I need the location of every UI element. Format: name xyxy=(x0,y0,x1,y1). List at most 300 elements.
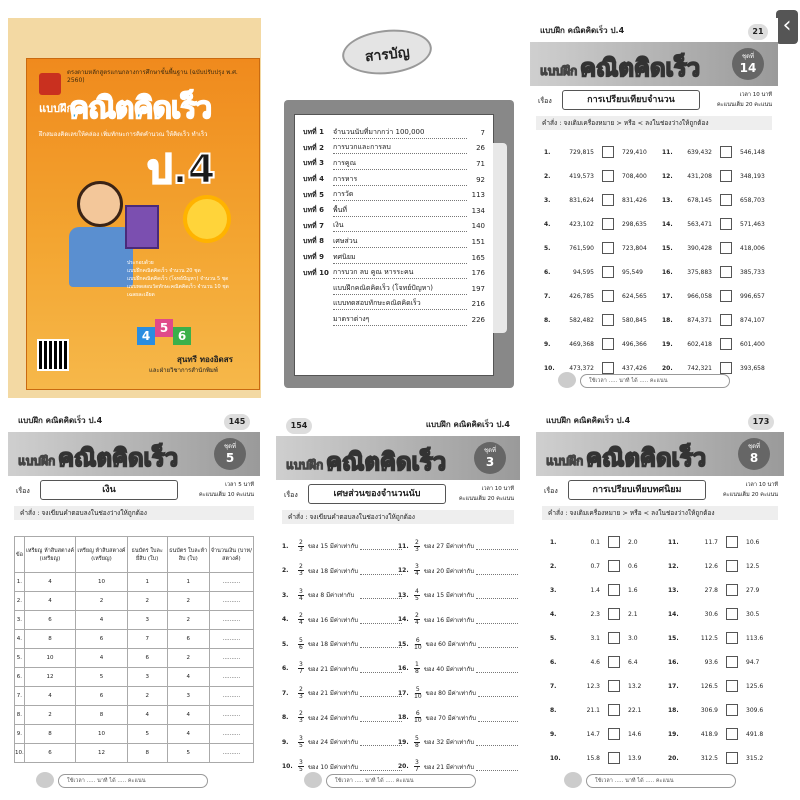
answer-box[interactable] xyxy=(608,728,620,740)
question-row xyxy=(662,212,777,236)
toc-chapter-title: การบวกและการลบ xyxy=(333,142,467,154)
question-number: 7. xyxy=(550,682,557,690)
score-footer: ใช้เวลา ..... นาที ได้ ..... คะแนน xyxy=(580,374,730,388)
band-prefix: แบบฝึก xyxy=(540,64,578,78)
toc-chapter-title: มาตราต่างๆ xyxy=(333,314,467,326)
question-text: ของ 21 มีค่าเท่ากับ xyxy=(307,665,359,673)
answer-cell[interactable]: .......... xyxy=(209,573,253,592)
answer-box[interactable] xyxy=(726,656,738,668)
right-value: 2.0 xyxy=(628,538,638,546)
answer-box[interactable] xyxy=(720,146,732,158)
boy-body-illustration xyxy=(69,227,133,287)
toc-row[interactable] xyxy=(303,141,485,157)
question-row xyxy=(550,626,665,650)
cover-bullets-heading: ประกอบด้วย xyxy=(127,260,154,266)
answer-cell[interactable]: .......... xyxy=(209,649,253,668)
cover-bullet: เฉลยละเอียด xyxy=(127,292,155,298)
toc-page-number: 197 xyxy=(471,284,485,293)
answer-line[interactable] xyxy=(476,665,518,673)
table-cell: 6 xyxy=(127,649,167,668)
numerator: 3 xyxy=(415,759,419,767)
title-band xyxy=(530,42,778,86)
answer-box[interactable] xyxy=(602,146,614,158)
answer-box[interactable] xyxy=(720,170,732,182)
table-header: เหรียญ ห้าสิบสตางค์ (เหรียญ) xyxy=(24,537,75,573)
answer-line[interactable] xyxy=(360,665,402,673)
answer-box[interactable] xyxy=(608,608,620,620)
table-cell: 3 xyxy=(127,611,167,630)
score-text: คะแนนเต็ม 10 คะแนน xyxy=(199,492,254,498)
right-value: 580,845 xyxy=(622,316,647,324)
answer-line[interactable] xyxy=(478,640,518,648)
question-text: ของ 21 มีค่าเท่ากับ xyxy=(423,763,475,771)
time-text: เวลา 10 นาที xyxy=(481,486,514,492)
table-cell: 7 xyxy=(127,630,167,649)
question-number: 11. xyxy=(668,538,679,546)
toc-list xyxy=(294,114,494,376)
numerator: 5 xyxy=(415,685,420,693)
question-number: 9. xyxy=(550,730,557,738)
question-number: 6. xyxy=(550,658,557,666)
question-row xyxy=(544,308,659,332)
numerator: 2 xyxy=(299,710,303,718)
question-number: 2. xyxy=(550,562,557,570)
question-row xyxy=(282,608,402,633)
question-number: 19. xyxy=(668,730,679,738)
question-row xyxy=(282,559,402,584)
toc-chapter-title: แบบฝึกคณิตคิดเร็ว (โจทย์ปัญหา) xyxy=(333,283,467,295)
question-row xyxy=(668,746,783,770)
cover-author: สุนทรี ทองอิดสร xyxy=(177,355,233,364)
table-cell: 4 xyxy=(127,706,167,725)
denominator: 10 xyxy=(414,692,422,700)
left-value: 126.5 xyxy=(700,682,718,690)
question-text: ของ 18 มีค่าเท่ากับ xyxy=(307,641,359,649)
left-value: 831,624 xyxy=(569,196,594,204)
left-value: 874,371 xyxy=(687,316,712,324)
answer-box[interactable] xyxy=(726,680,738,692)
question-row xyxy=(282,534,402,559)
numerator: 6 xyxy=(415,636,420,644)
question-column-left xyxy=(550,530,665,770)
denominator: 8 xyxy=(415,668,419,676)
answer-line[interactable] xyxy=(476,567,518,575)
left-value: 418.9 xyxy=(700,730,718,738)
answer-box[interactable] xyxy=(608,632,620,644)
answer-line[interactable] xyxy=(360,738,402,746)
set-label: ชุดที่ xyxy=(748,443,760,450)
question-row xyxy=(662,164,777,188)
question-number: 10. xyxy=(550,754,561,762)
denominator: 4 xyxy=(299,619,303,627)
question-number: 13. xyxy=(668,586,679,594)
table-cell: 8 xyxy=(24,725,75,744)
answer-line[interactable] xyxy=(360,591,402,599)
toc-row[interactable] xyxy=(303,312,485,328)
answer-line[interactable] xyxy=(478,689,518,697)
left-value: 0.7 xyxy=(590,562,600,570)
left-value: 312.5 xyxy=(700,754,718,762)
table-cell: 12 xyxy=(24,668,75,687)
answer-cell[interactable]: .......... xyxy=(209,744,253,763)
question-number: 19. xyxy=(662,340,673,348)
toc-row[interactable] xyxy=(303,265,485,281)
question-row xyxy=(662,308,777,332)
answer-box[interactable] xyxy=(726,560,738,572)
fraction xyxy=(414,564,420,577)
answer-box[interactable] xyxy=(602,218,614,230)
answer-box[interactable] xyxy=(602,242,614,254)
boy-illustration-icon xyxy=(77,181,123,227)
answer-box[interactable] xyxy=(602,338,614,350)
fraction xyxy=(414,589,420,602)
answer-box[interactable] xyxy=(602,314,614,326)
answer-box[interactable] xyxy=(608,560,620,572)
number-block: 4 xyxy=(137,327,155,345)
denominator: 3 xyxy=(299,692,303,700)
answer-box[interactable] xyxy=(608,584,620,596)
numerator: 3 xyxy=(415,563,419,571)
prev-arrow-button[interactable]: ‹ xyxy=(776,10,798,44)
answer-box[interactable] xyxy=(608,536,620,548)
question-row xyxy=(668,554,783,578)
denominator: 4 xyxy=(415,619,419,627)
answer-line[interactable] xyxy=(360,640,402,648)
question-number: 20. xyxy=(662,364,673,372)
answer-box[interactable] xyxy=(726,704,738,716)
question-row xyxy=(544,260,659,284)
toc-row[interactable] xyxy=(303,187,485,203)
answer-box[interactable] xyxy=(602,362,614,374)
answer-line[interactable] xyxy=(360,689,402,697)
toc-row[interactable] xyxy=(303,156,485,172)
answer-line[interactable] xyxy=(476,616,518,624)
question-row xyxy=(544,212,659,236)
set-badge xyxy=(732,48,764,80)
answer-box[interactable] xyxy=(720,218,732,230)
answer-line[interactable] xyxy=(360,714,402,722)
question-text: ของ 70 มีค่าเท่ากับ xyxy=(425,714,476,722)
question-row xyxy=(668,674,783,698)
left-value: 112.5 xyxy=(700,634,718,642)
number-block: 5 xyxy=(155,319,173,337)
question-row xyxy=(544,140,659,164)
right-value: 708,400 xyxy=(622,172,647,180)
right-value: 13.2 xyxy=(628,682,642,690)
worksheet-page-145 xyxy=(8,408,260,796)
toc-row[interactable] xyxy=(303,234,485,250)
table-header: ธนบัตร ใบละยี่สิบ (ใบ) xyxy=(127,537,167,573)
toc-banner-text: สารบัญ xyxy=(364,44,411,66)
answer-cell[interactable]: .......... xyxy=(209,668,253,687)
numerator: 6 xyxy=(415,710,420,718)
score-footer: ใช้เวลา ..... นาที ได้ ..... คะแนน xyxy=(58,774,208,788)
topic-label: เรื่อง xyxy=(544,487,558,495)
table-cell: 4 xyxy=(24,592,75,611)
numerator: 1 xyxy=(415,661,419,669)
score-text: คะแนนเต็ม 20 คะแนน xyxy=(459,496,514,502)
left-value: 639,432 xyxy=(687,148,712,156)
set-number: 8 xyxy=(749,451,759,465)
question-row xyxy=(544,164,659,188)
set-badge xyxy=(474,442,506,474)
toc-chapter-title: การวัด xyxy=(333,189,467,201)
answer-line[interactable] xyxy=(360,616,402,624)
answer-line[interactable] xyxy=(360,763,402,771)
table-row xyxy=(15,668,254,687)
band-title: คณิตคิดเร็ว xyxy=(58,444,179,472)
answer-line[interactable] xyxy=(476,763,518,771)
answer-line[interactable] xyxy=(476,591,518,599)
toc-page-number: 140 xyxy=(471,222,485,231)
answer-box[interactable] xyxy=(726,752,738,764)
answer-box[interactable] xyxy=(726,584,738,596)
cover-prefix: แบบฝึก xyxy=(39,102,74,115)
question-number: 15. xyxy=(662,244,673,252)
left-value: 469,368 xyxy=(569,340,594,348)
answer-box[interactable] xyxy=(608,704,620,716)
toc-chapter-label: บทที่ 8 xyxy=(303,237,324,246)
table-cell: 3. xyxy=(15,611,25,630)
numerator: 3 xyxy=(299,759,303,767)
answer-cell[interactable]: .......... xyxy=(209,687,253,706)
table-row xyxy=(15,573,254,592)
money-table xyxy=(14,536,254,763)
answer-box[interactable] xyxy=(720,338,732,350)
number-blocks-icon xyxy=(137,311,197,351)
question-row xyxy=(662,332,777,356)
question-number: 3. xyxy=(544,196,551,204)
table-cell: 4 xyxy=(167,706,209,725)
answer-box[interactable] xyxy=(726,608,738,620)
set-number: 14 xyxy=(739,61,757,75)
instruction: คำสั่ง : จงเขียนคำตอบลงในช่องว่างให้ถูกต้อง xyxy=(282,510,514,524)
table-row xyxy=(15,687,254,706)
table-row xyxy=(15,592,254,611)
left-value: 761,590 xyxy=(569,244,594,252)
question-text: ของ 27 มีค่าเท่ากับ xyxy=(423,543,475,551)
answer-box[interactable] xyxy=(720,266,732,278)
answer-box[interactable] xyxy=(726,536,738,548)
toc-page-number: 92 xyxy=(476,175,485,184)
answer-line[interactable] xyxy=(476,738,518,746)
right-value: 393,658 xyxy=(740,364,765,372)
toc-row[interactable] xyxy=(303,125,485,141)
topic-label: เรื่อง xyxy=(538,97,552,105)
table-cell: 8 xyxy=(24,630,75,649)
toc-chapter-label: บทที่ 10 xyxy=(303,268,329,277)
page-header: แบบฝึก คณิตคิดเร็ว ป.4 xyxy=(18,416,103,425)
band-title: คณิตคิดเร็ว xyxy=(586,444,707,472)
question-number: 9. xyxy=(282,738,289,746)
question-text: ของ 60 มีค่าเท่ากับ xyxy=(425,641,476,649)
question-row xyxy=(398,559,518,584)
question-number: 2. xyxy=(282,567,289,575)
answer-cell[interactable]: .......... xyxy=(209,630,253,649)
question-row xyxy=(550,698,665,722)
question-row xyxy=(668,722,783,746)
toc-row[interactable] xyxy=(303,297,485,313)
table-cell: 6 xyxy=(24,744,75,763)
numerator: 3 xyxy=(299,734,303,742)
right-value: 996,657 xyxy=(740,292,765,300)
time-score xyxy=(702,90,772,110)
left-value: 14.7 xyxy=(586,730,600,738)
question-row xyxy=(398,681,518,706)
question-row xyxy=(282,657,402,682)
denominator: 5 xyxy=(299,766,303,774)
toc-row[interactable] xyxy=(303,203,485,219)
table-header: ธนบัตร ใบละห้าสิบ (ใบ) xyxy=(167,537,209,573)
answer-cell[interactable]: .......... xyxy=(209,706,253,725)
left-value: 966,058 xyxy=(687,292,712,300)
topic-label: เรื่อง xyxy=(16,487,30,495)
cover-bullet: แบบฝึกคณิตคิดเร็ว จำนวน 20 ชุด xyxy=(127,268,201,274)
left-value: 2.3 xyxy=(590,610,600,618)
question-number: 12. xyxy=(668,562,679,570)
answer-box[interactable] xyxy=(608,752,620,764)
question-number: 14. xyxy=(398,616,409,624)
set-number: 5 xyxy=(225,451,235,465)
question-number: 7. xyxy=(544,292,551,300)
answer-box[interactable] xyxy=(602,266,614,278)
left-value: 423,102 xyxy=(569,220,594,228)
answer-box[interactable] xyxy=(608,680,620,692)
answer-box[interactable] xyxy=(602,170,614,182)
question-row xyxy=(282,632,402,657)
cover-bullets xyxy=(127,259,247,299)
toc-chapter-title: เศษส่วน xyxy=(333,236,467,248)
table-cell: 4 xyxy=(76,611,127,630)
question-row xyxy=(550,578,665,602)
left-value: 94,595 xyxy=(573,268,594,276)
question-number: 14. xyxy=(662,220,673,228)
question-number: 18. xyxy=(662,316,673,324)
cover-publisher: และฝ่ายวิชาการสำนักพิมพ์ xyxy=(149,367,218,374)
denominator: 3 xyxy=(299,545,303,553)
table-cell: 6 xyxy=(76,630,127,649)
left-value: 30.6 xyxy=(704,610,718,618)
table-row xyxy=(15,611,254,630)
question-row xyxy=(662,140,777,164)
table-cell: 1. xyxy=(15,573,25,592)
answer-line[interactable] xyxy=(360,542,402,550)
question-number: 13. xyxy=(662,196,673,204)
time-text: เวลา 10 นาที xyxy=(745,482,778,488)
toc-chapter-label: บทที่ 9 xyxy=(303,253,324,262)
right-value: 658,703 xyxy=(740,196,765,204)
sun-icon xyxy=(187,199,227,239)
question-number: 10. xyxy=(282,763,293,771)
topic-title: การเปรียบเทียบทศนิยม xyxy=(568,480,706,500)
toc-row[interactable] xyxy=(303,172,485,188)
question-number: 14. xyxy=(668,610,679,618)
answer-box[interactable] xyxy=(608,656,620,668)
question-number: 1. xyxy=(544,148,551,156)
mascot-icon xyxy=(558,372,576,388)
question-number: 6. xyxy=(544,268,551,276)
set-number: 3 xyxy=(485,455,495,469)
instruction: คำสั่ง : จงเติมเครื่องหมาย > หรือ < ลงในช่องว่างให้ถูกต้อง xyxy=(542,506,778,520)
question-row xyxy=(544,284,659,308)
set-badge xyxy=(214,438,246,470)
table-cell: 2 xyxy=(127,687,167,706)
table-cell: 2 xyxy=(167,649,209,668)
table-cell: 8. xyxy=(15,706,25,725)
table-cell: 1 xyxy=(127,573,167,592)
question-number: 18. xyxy=(668,706,679,714)
answer-line[interactable] xyxy=(478,714,518,722)
right-value: 0.6 xyxy=(628,562,638,570)
page-number: 145 xyxy=(224,414,250,430)
fraction xyxy=(414,613,420,626)
right-value: 348,193 xyxy=(740,172,765,180)
toc-page-number: 226 xyxy=(471,315,485,324)
left-value: 4.6 xyxy=(590,658,600,666)
fraction xyxy=(298,613,304,626)
question-row xyxy=(398,534,518,559)
instruction: คำสั่ง : จงเติมเครื่องหมาย > หรือ < ลงในช่องว่างให้ถูกต้อง xyxy=(536,116,772,130)
answer-box[interactable] xyxy=(720,314,732,326)
answer-box[interactable] xyxy=(602,290,614,302)
toc-page-number: 151 xyxy=(471,237,485,246)
question-number: 5. xyxy=(550,634,557,642)
topic-row xyxy=(282,484,514,506)
fraction xyxy=(414,638,422,651)
right-value: 14.6 xyxy=(628,730,642,738)
answer-cell[interactable]: .......... xyxy=(209,611,253,630)
question-number: 9. xyxy=(544,340,551,348)
answer-box[interactable] xyxy=(726,728,738,740)
answer-line[interactable] xyxy=(476,542,518,550)
table-row xyxy=(15,649,254,668)
cover-title: คณิตคิดเร็ว xyxy=(69,91,212,126)
answer-box[interactable] xyxy=(726,632,738,644)
cover-subtitle: ฝึกสมองคิดเลขให้คล่อง เพิ่มทักษะการคิดคำนวณ ให้คิดเร็ว ทำเร็ว xyxy=(39,131,208,138)
question-column-right xyxy=(668,530,783,770)
table-cell: 5. xyxy=(15,649,25,668)
answer-cell[interactable]: .......... xyxy=(209,725,253,744)
answer-cell[interactable]: .......... xyxy=(209,592,253,611)
toc-chapter-title: แบบทดสอบทักษะคณิตคิดเร็ว xyxy=(333,298,467,310)
denominator: 5 xyxy=(299,741,303,749)
table-cell: 10 xyxy=(76,573,127,592)
table-cell: 6 xyxy=(167,630,209,649)
mascot-icon xyxy=(36,772,54,788)
left-value: 12.6 xyxy=(704,562,718,570)
question-number: 17. xyxy=(662,292,673,300)
answer-box[interactable] xyxy=(720,290,732,302)
question-row xyxy=(668,698,783,722)
answer-line[interactable] xyxy=(360,567,402,575)
table-cell: 10 xyxy=(24,649,75,668)
fraction xyxy=(414,736,420,749)
toc-row[interactable] xyxy=(303,250,485,266)
answer-box[interactable] xyxy=(602,194,614,206)
table-cell: 4 xyxy=(167,668,209,687)
table-cell: 7. xyxy=(15,687,25,706)
answer-box[interactable] xyxy=(720,362,732,374)
table-cell: 2 xyxy=(24,706,75,725)
answer-box[interactable] xyxy=(720,194,732,206)
page-header: แบบฝึก คณิตคิดเร็ว ป.4 xyxy=(540,26,625,35)
toc-row[interactable] xyxy=(303,281,485,297)
answer-box[interactable] xyxy=(720,242,732,254)
toc-row[interactable] xyxy=(303,219,485,235)
toc-chapter-title: จำนวนนับที่มากกว่า 100,000 xyxy=(333,127,467,139)
question-text: ของ 10 มีค่าเท่ากับ xyxy=(307,763,359,771)
worksheet-page-173 xyxy=(536,408,784,796)
